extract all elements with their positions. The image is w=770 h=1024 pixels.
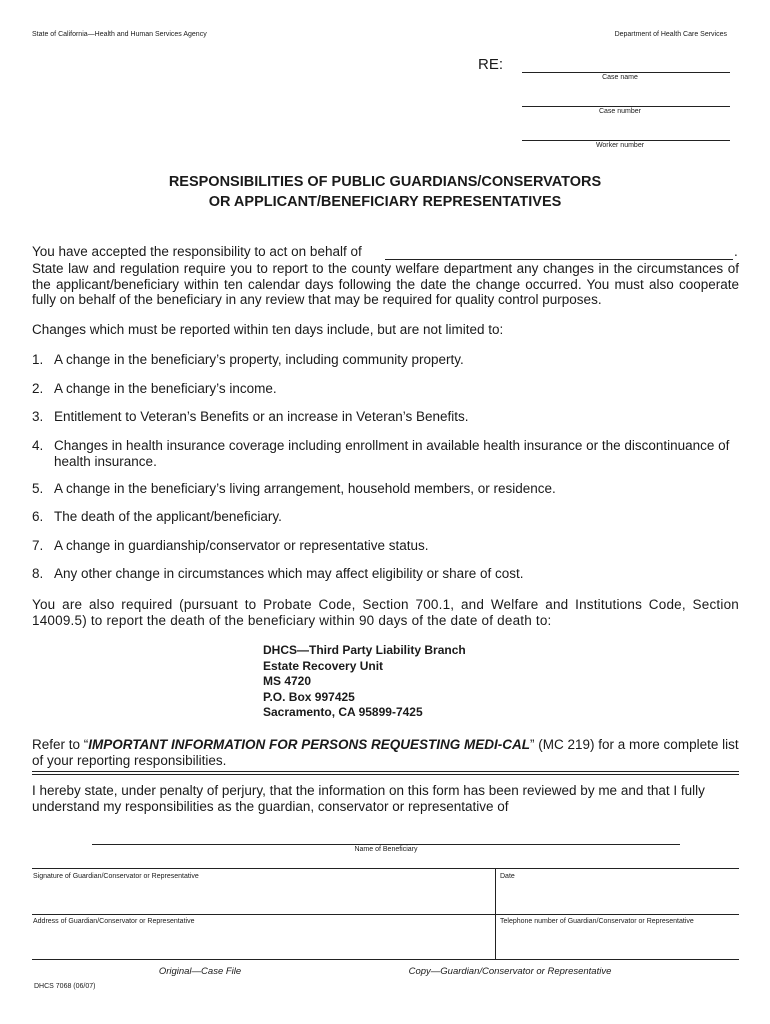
case-number-label: Case number xyxy=(598,108,642,115)
estate-recovery-address xyxy=(263,643,466,721)
refer-after: ” (MC 219) for a more complete list of your reporting responsibilities. xyxy=(32,737,739,768)
changes-list xyxy=(0,352,770,582)
re-label: RE: xyxy=(478,56,504,73)
changes-intro: Changes which must be reported within ten days include, but are not limited to: xyxy=(32,322,504,337)
address-line: Estate Recovery Unit xyxy=(263,658,384,673)
date-label: Date xyxy=(500,873,515,880)
beneficiary-line xyxy=(385,259,733,260)
list-item-text: A change in guardianship/conservator or representative status. xyxy=(54,538,429,553)
table-rule xyxy=(32,868,739,869)
list-item-number: 2. xyxy=(32,381,44,396)
list-item-number: 1. xyxy=(32,352,44,367)
worker-number-line xyxy=(522,140,730,141)
list-item-text: A change in the beneficiary’s property, including community property. xyxy=(54,352,464,367)
intro-lead: You have accepted the responsibility to act on behalf of xyxy=(32,244,362,259)
address-line: P.O. Box 997425 xyxy=(263,689,355,704)
address-line: DHCS—Third Party Liability Branch xyxy=(263,643,466,657)
telephone-field[interactable] xyxy=(500,935,735,955)
list-item-number: 4. xyxy=(32,438,44,453)
list-item-text: A change in the beneficiary’s living arrangement, household members, or residence. xyxy=(54,481,556,496)
signature-label: Signature of Guardian/Conservator or Representative xyxy=(33,873,199,880)
refer-paragraph xyxy=(32,737,739,768)
footer-copy: Copy—Guardian/Conservator or Representative xyxy=(408,966,612,977)
form-title xyxy=(0,172,770,212)
worker-number-input[interactable] xyxy=(522,126,730,140)
form-title-line2: OR APPLICANT/BENEFICIARY REPRESENTATIVES xyxy=(208,194,562,210)
form-title-line1: RESPONSIBILITIES OF PUBLIC GUARDIANS/CONSERVATORS xyxy=(168,174,602,190)
refer-emphasis: IMPORTANT INFORMATION FOR PERSONS REQUESTING MEDI-CAL xyxy=(88,737,531,752)
divider-rule xyxy=(32,774,739,775)
case-name-input[interactable] xyxy=(522,58,730,72)
name-of-beneficiary-input[interactable] xyxy=(92,830,680,844)
table-rule xyxy=(32,914,739,915)
beneficiary-input[interactable] xyxy=(385,244,733,259)
name-of-beneficiary-label: Name of Beneficiary xyxy=(354,846,418,853)
worker-number-label: Worker number xyxy=(595,142,645,149)
list-item-number: 7. xyxy=(32,538,44,553)
address-line: Sacramento, CA 95899-7425 xyxy=(263,705,423,719)
intro-paragraph: State law and regulation require you to report to the county welfare department any changes in the circumstances of the applicant/beneficiary within ten calendar days following the date the change occurred. You must also cooperate fully on behalf of the beneficiary in any review that may be required for quality control purposes. xyxy=(32,261,739,307)
attestation-paragraph: I hereby state, under penalty of perjury, that the information on this form has been reviewed by me and that I fully understand my responsibilities as the guardian, conservator or representative of xyxy=(32,783,705,814)
list-item-text: Any other change in circumstances which may affect eligibility or share of cost. xyxy=(54,566,524,581)
divider-rule xyxy=(32,771,739,772)
footer-original: Original—Case File xyxy=(158,966,242,977)
case-number-input[interactable] xyxy=(522,92,730,106)
list-item-text: Changes in health insurance coverage including enrollment in available health insurance or the discontinuance of health insurance. xyxy=(54,438,730,469)
date-field[interactable] xyxy=(500,890,735,910)
form-id: DHCS 7068 (06/07) xyxy=(34,983,96,990)
list-item-number: 8. xyxy=(32,566,44,581)
intro-period: . xyxy=(734,244,738,259)
death-report-paragraph: You are also required (pursuant to Probate Code, Section 700.1, and Welfare and Institutions Code, Section 14009.5) to report the death of the beneficiary within 90 days of the date of death to: xyxy=(32,597,739,628)
table-rule xyxy=(32,959,739,960)
list-item-number: 5. xyxy=(32,481,44,496)
case-name-line xyxy=(522,72,730,73)
address-label: Address of Guardian/Conservator or Representative xyxy=(33,918,195,925)
telephone-label: Telephone number of Guardian/Conservator or Representative xyxy=(500,918,694,925)
agency-header: State of California—Health and Human Services Agency xyxy=(32,31,207,38)
address-field[interactable] xyxy=(33,935,488,955)
list-item-number: 3. xyxy=(32,409,44,424)
case-number-line xyxy=(522,106,730,107)
case-name-label: Case name xyxy=(602,74,638,81)
list-item-text: The death of the applicant/beneficiary. xyxy=(54,509,282,524)
list-item-text: Entitlement to Veteran’s Benefits or an increase in Veteran’s Benefits. xyxy=(54,409,469,424)
name-of-beneficiary-line xyxy=(92,844,680,845)
address-line: MS 4720 xyxy=(263,674,312,688)
refer-before: Refer to “ xyxy=(32,737,89,752)
signature-field[interactable] xyxy=(33,890,488,910)
list-item-number: 6. xyxy=(32,509,44,524)
department-header: Department of Health Care Services xyxy=(614,31,727,38)
list-item-text: A change in the beneficiary’s income. xyxy=(54,381,277,396)
